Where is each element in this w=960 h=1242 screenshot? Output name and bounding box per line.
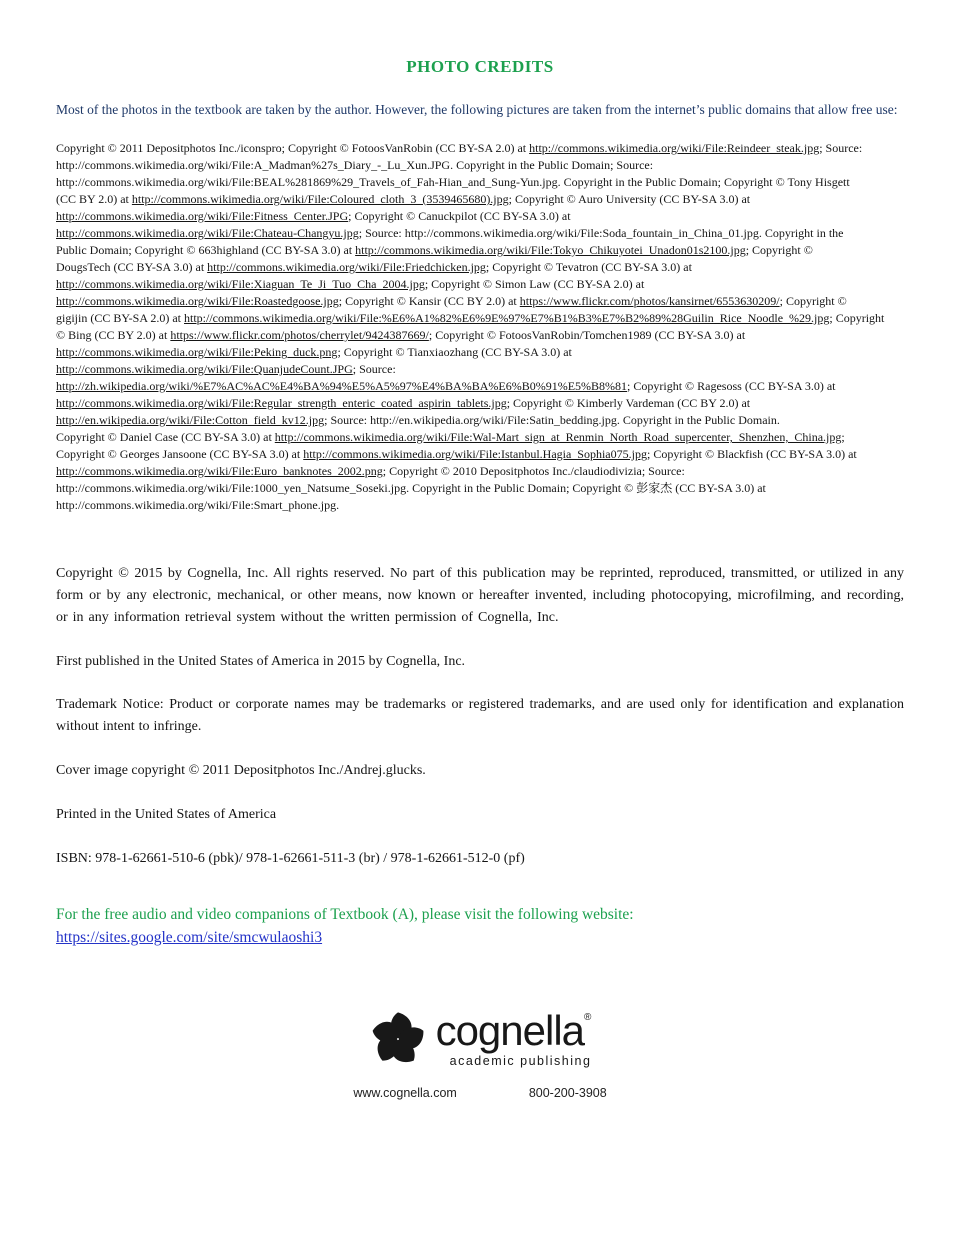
copyright-paragraph: Copyright © 2015 by Cognella, Inc. All rights reserved. No part of this publication may be reprinted, reproduced, transmitted, or utilized in any form or by any electronic, mechanical, or other means, now known or hereafter invented, including photocopying, microfilming, and recording, or in any information retrieval system without the written permission of Cognella, Inc. (56, 566, 904, 625)
logo-tagline: academic publishing (449, 1054, 592, 1068)
cognella-flower-icon (369, 1004, 427, 1074)
credit-text: http://commons.wikimedia.org/wiki/File:BEAL%281869%29_Travels_of_Fah-Hian_and_Sung-Yun.jpg. Copyright in the Public Domain; Copyright © Tony Hisgett (56, 175, 850, 189)
credit-text: ; Copyright © Auro University (CC BY-SA 3.0) at (508, 192, 751, 206)
credit-text: Copyright © Georges Jansoone (CC BY-SA 3.0) at (56, 447, 304, 461)
registered-mark: ® (584, 1012, 592, 1023)
credit-text: http://commons.wikimedia.org/wiki/File:1000_yen_Natsume_Soseki.jpg. Copyright in the Public Domain; Copyright © 彭家杰 (CC BY-SA 3.0) at (56, 481, 766, 495)
credit-text: (CC BY 2.0) at (56, 192, 132, 206)
credit-text: ; Copyright © FotoosVanRobin/Tomchen1989 (CC BY-SA 3.0) at (428, 328, 746, 342)
credit-link[interactable]: http://commons.wikimedia.org/wiki/File:Regular_strength_enteric_coated_aspirin_tablets.jpg (56, 396, 507, 410)
credit-line (56, 242, 904, 259)
cognella-logo (56, 1004, 904, 1100)
credit-link[interactable]: http://commons.wikimedia.org/wiki/File:Friedchicken.jpg (207, 260, 486, 274)
credit-line (56, 463, 904, 480)
credit-line (56, 361, 904, 378)
credit-link[interactable]: http://commons.wikimedia.org/wiki/File:Reindeer_steak.jpg (529, 141, 820, 155)
credit-link[interactable]: http://commons.wikimedia.org/wiki/File:Euro_banknotes_2002.png (56, 464, 383, 478)
credit-text: ; (841, 430, 845, 444)
credit-line (56, 480, 904, 497)
credit-text: gigijin (CC BY-SA 2.0) at (56, 311, 185, 325)
companion-link[interactable]: https://sites.google.com/site/smcwulaoshi3 (56, 929, 323, 946)
credit-link[interactable]: http://commons.wikimedia.org/wiki/File:Xiaguan_Te_Ji_Tuo_Cha_2004.jpg (56, 277, 425, 291)
credit-link[interactable]: http://zh.wikipedia.org/wiki/%E7%AC%AC%E4%BA%94%E5%A5%97%E4%BA%BA%E6%B0%91%E5%B8%81 (56, 379, 628, 393)
logo-wordmark: cognella (435, 1007, 585, 1054)
page-title: PHOTO CREDITS (406, 57, 554, 76)
credit-text: ; Source: http://commons.wikimedia.org/wiki/File:Soda_fountain_in_China_01.jpg. Copyright in the (358, 226, 844, 240)
credit-text: ; Copyright © Tianxiaozhang (CC BY-SA 3.0) at (337, 345, 572, 359)
credit-text: ; Copyright © Ragesoss (CC BY-SA 3.0) at (627, 379, 836, 393)
credit-line (56, 446, 904, 463)
credit-link[interactable]: http://commons.wikimedia.org/wiki/File:Fitness_Center.JPG (56, 209, 349, 223)
credit-line (56, 378, 904, 395)
credit-link[interactable]: http://commons.wikimedia.org/wiki/File:Roastedgoose.jpg (56, 294, 339, 308)
credit-line (56, 327, 904, 344)
credit-text: ; Source: (819, 141, 863, 155)
credit-link[interactable]: http://commons.wikimedia.org/wiki/File:%E6%A1%82%E6%9E%97%E7%B1%B3%E7%B2%89%28Guilin_Rice_Noodle_%29.jpg (184, 311, 830, 325)
credit-link[interactable]: http://en.wikipedia.org/wiki/File:Cotton_field_kv12.jpg (56, 413, 325, 427)
credit-text: ; Copyright © Blackfish (CC BY-SA 3.0) at (646, 447, 857, 461)
credit-line (56, 344, 904, 361)
credit-link[interactable]: http://commons.wikimedia.org/wiki/File:Coloured_cloth_3_(3539465680).jpg (131, 192, 509, 206)
credit-text: ; Copyright © 2010 Depositphotos Inc./claudiodivizia; Source: (382, 464, 685, 478)
credit-text: ; Source: http://en.wikipedia.org/wiki/File:Satin_bedding.jpg. Copyright in the Public Domain. (324, 413, 780, 427)
credit-line (56, 208, 904, 225)
trademark-notice: Trademark Notice: Product or corporate names may be trademarks or registered trademarks, and are used only for identification and explanation without intent to infringe. (56, 697, 904, 734)
credit-link[interactable]: http://commons.wikimedia.org/wiki/File:QuanjudeCount.JPG (56, 362, 353, 376)
printed-line: Printed in the United States of America (56, 807, 277, 822)
credit-text: ; Copyright © (779, 294, 847, 308)
credit-text: http://commons.wikimedia.org/wiki/File:Smart_phone.jpg. (56, 498, 340, 512)
credit-line (56, 225, 904, 242)
logo-phone: 800-200-3908 (528, 1086, 607, 1100)
companion-section (56, 903, 904, 949)
credit-link[interactable]: http://commons.wikimedia.org/wiki/File:Istanbul.Hagia_Sophia075.jpg (303, 447, 647, 461)
credit-line (56, 412, 904, 429)
credit-link[interactable]: https://www.flickr.com/photos/cherrylet/9424387669/ (170, 328, 429, 342)
credit-text: ; Copyright © Kimberly Vardeman (CC BY 2.0) at (506, 396, 751, 410)
credit-text: ; Copyright © Simon Law (CC BY-SA 2.0) at (424, 277, 645, 291)
credit-text: ; Copyright © Canuckpilot (CC BY-SA 3.0) at (348, 209, 571, 223)
credit-text: http://commons.wikimedia.org/wiki/File:A_Madman%27s_Diary_-_Lu_Xun.JPG. Copyright in the Public Domain; Source: (56, 158, 654, 172)
credits-block (56, 140, 904, 514)
credit-line (56, 429, 904, 446)
credit-line (56, 276, 904, 293)
credit-text: Copyright © 2011 Depositphotos Inc./iconspro; Copyright © FotoosVanRobin (CC BY-SA 2.0) at (56, 141, 530, 155)
credit-line (56, 497, 904, 514)
credit-text: ; Copyright © Tevatron (CC BY-SA 3.0) at (485, 260, 692, 274)
first-published-line: First published in the United States of America in 2015 by Cognella, Inc. (56, 654, 466, 669)
credit-line (56, 174, 904, 191)
credit-line (56, 293, 904, 310)
credit-text: ; Copyright © Kansir (CC BY 2.0) at (338, 294, 520, 308)
credit-link[interactable]: http://commons.wikimedia.org/wiki/File:Wal-Mart_sign_at_Renmin_North_Road_supercenter,_Shenzhen,_China.jpg (274, 430, 842, 444)
credit-line (56, 310, 904, 327)
credit-link[interactable]: https://www.flickr.com/photos/kansirnet/6553630209/ (519, 294, 780, 308)
cover-image-credit: Cover image copyright © 2011 Depositphotos Inc./Andrej.glucks. (56, 763, 426, 778)
legal-section (56, 563, 904, 870)
credit-line (56, 191, 904, 208)
credit-text: Public Domain; Copyright © 663highland (CC BY-SA 3.0) at (56, 243, 356, 257)
credit-link[interactable]: http://commons.wikimedia.org/wiki/File:Tokyo_Chikuyotei_Unadon01s2100.jpg (355, 243, 746, 257)
companion-note: For the free audio and video companions of Textbook (A), please visit the following website: (56, 906, 634, 923)
intro-paragraph: Most of the photos in the textbook are taken by the author. However, the following pictures are taken from the internet’s public domains that allow free use: (56, 102, 898, 117)
credit-text: ; Copyright (829, 311, 885, 325)
isbn-line: ISBN: 978-1-62661-510-6 (pbk)/ 978-1-62661-511-3 (br) / 978-1-62661-512-0 (pf) (56, 851, 525, 866)
logo-website: www.cognella.com (353, 1086, 457, 1100)
credit-text: ; Source: (352, 362, 396, 376)
credit-line (56, 259, 904, 276)
credit-text: DougsTech (CC BY-SA 3.0) at (56, 260, 208, 274)
credit-text: Copyright © Daniel Case (CC BY-SA 3.0) at (56, 430, 275, 444)
credit-line (56, 140, 904, 157)
credit-line (56, 157, 904, 174)
credit-link[interactable]: http://commons.wikimedia.org/wiki/File:Peking_duck.png (56, 345, 338, 359)
credit-text: © Bing (CC BY 2.0) at (56, 328, 171, 342)
credit-text: ; Copyright © (745, 243, 813, 257)
credit-link[interactable]: http://commons.wikimedia.org/wiki/File:Chateau-Changyu.jpg (56, 226, 359, 240)
credit-line (56, 395, 904, 412)
